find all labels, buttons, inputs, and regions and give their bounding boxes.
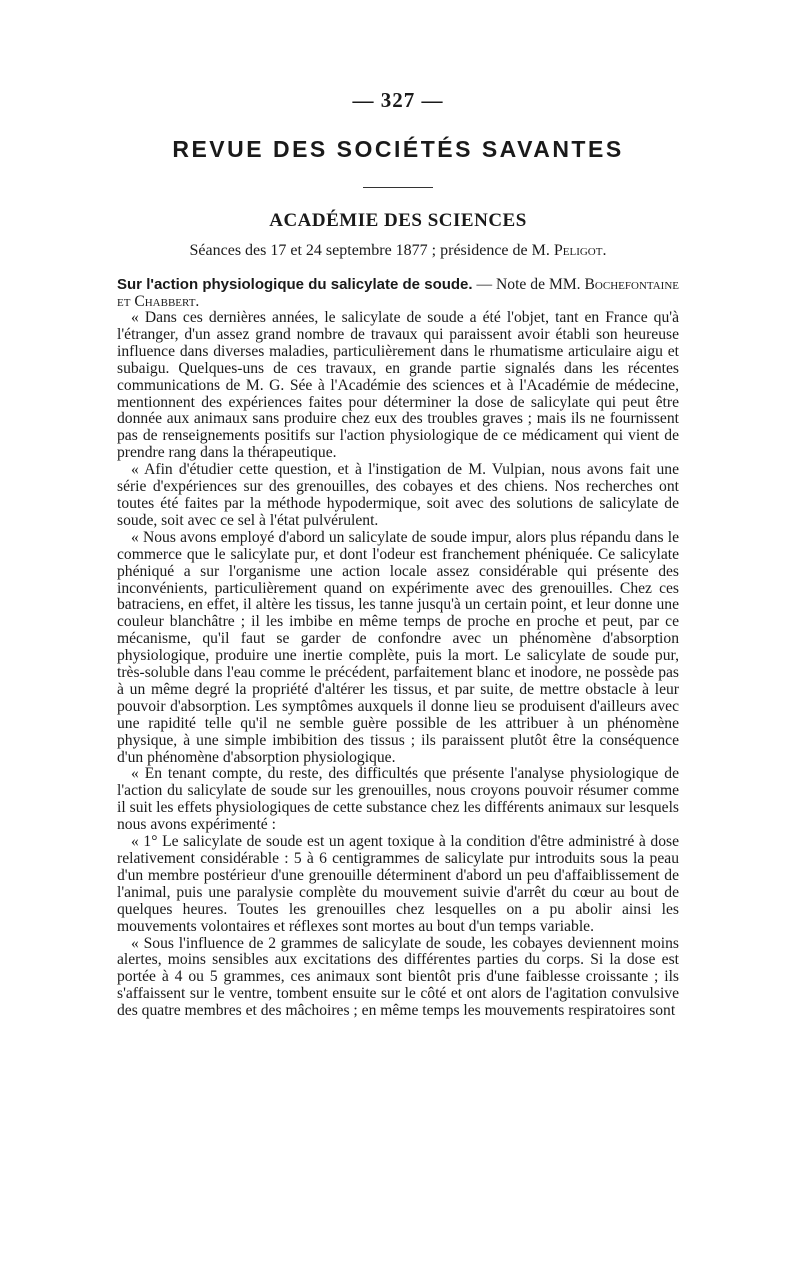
paragraph-2: « Afin d'étudier cette question, et à l'instigation de M. Vulpian, nous avons fait une série d'expériences sur des grenouilles, des cobayes et des chiens. Nos recherches ont toutes été faites par la méthode hypodermique, soit avec des solutions de salicylate de soude, soit avec ce sel à l'état pulvérulent. bbox=[117, 461, 679, 529]
journal-title: REVUE DES SOCIÉTÉS SAVANTES bbox=[172, 136, 624, 162]
paragraph-1: « Dans ces dernières années, le salicylate de soude a été l'objet, tant en France qu'à l'étranger, d'un assez grand nombre de travaux qui paraissent avoir établi son heureuse influence dans diverses maladies, particulièrement dans le rhumatisme articulaire aigu et subaigu. Quelques-uns de ces travaux, en grande partie signalés dans les récentes communications de M. G. Sée à l'Académie des sciences et à l'Académie de médecine, mentionnent des expériences faites pour déterminer la dose de salicylate qui peut être donnée aux animaux sans produire chez eux des troubles graves ; mais ils ne fournissent pas de renseignements positifs sur l'action physiologique de ce médicament qui vient de prendre rang dans la thérapeutique. bbox=[117, 309, 679, 462]
document-page bbox=[117, 88, 679, 1020]
paragraph-6: « Sous l'influence de 2 grammes de salicylate de soude, les cobayes deviennent moins alertes, moins sensibles aux excitations des différentes parties du corps. Si la dose est portée à 4 ou 5 grammes, ces animaux sont bientôt pris d'une faiblesse croissante ; ils s'affaissent sur le ventre, tombent ensuite sur le côté et ont alors de l'agitation convulsive des quatre membres et des mâchoires ; en même temps les mouvements respiratoires sont bbox=[117, 934, 679, 1020]
sessions-text: Séances des 17 et 24 septembre 1877 ; présidence de M. bbox=[189, 242, 554, 259]
sessions-line bbox=[117, 242, 679, 260]
president-name: Peligot bbox=[553, 242, 603, 259]
article-title: Sur l'action physiologique du salicylate de soude. bbox=[117, 276, 473, 293]
paragraph-3: « Nous avons employé d'abord un salicylate de soude impur, alors plus répandu dans le commerce que le salicylate pur, et dont l'odeur est franchement phéniquée. Ce salicylate phéniqué a sur l'organisme une action locale assez considérable qui présente des inconvénients, particulièrement quand on expérimente avec des grenouilles. Chez ces batraciens, en effet, il altère les tissus, les tanne jusqu'à un certain point, et leur donne une couleur blanchâtre ; il les imbibe en même temps de proche en proche et peut, par ce mécanisme, qu'il faut se garder de confondre avec un phénomène d'absorption physiologique, produire une inertie complète, puis la mort. Le salicylate de soude pur, très-soluble dans l'eau comme le précédent, parfaitement blanc et inodore, ne possède pas à un même degré la propriété d'altérer les tissus, et par suite, de mettre obstacle à leur pouvoir d'absorption. Les symptômes auxquels il donne lieu se produisent d'ailleurs avec une rapidité telle qu'il ne semble guère possible de les attribuer à un phénomène physique, à une simple imbibition des tissus ; ils paraissent plutôt être la conséquence d'un phénomène d'absorption physiologique. bbox=[117, 528, 679, 766]
section-title: ACADÉMIE DES SCIENCES bbox=[269, 210, 527, 231]
article-end: . bbox=[195, 293, 200, 310]
paragraph-5: « 1° Le salicylate de soude est un agent toxique à la condition d'être administré à dose relativement considérable : 5 à 6 centigrammes de salicylate pur introduits sous la peau d'un membre postérieur d'une grenouille déterminent d'abord un peu d'affaiblissement de l'animal, puis une paralysie complète du mouvement suivie d'arrêt du cœur au bout de quelques heures. Toutes les grenouilles chez lesquelles on a pu abolir ainsi les mouvements volontaires et réflexes sont mortes au bout d'un temps variable. bbox=[117, 833, 679, 935]
page-number: — 327 — bbox=[352, 88, 444, 112]
article-heading bbox=[117, 276, 679, 310]
article-note: — Note de MM. bbox=[472, 276, 585, 293]
paragraph-4: « En tenant compte, du reste, des difficultés que présente l'analyse physiologique de l'action du salicylate de soude sur les grenouilles, nous croyons pouvoir résumer comme il suit les effets physiologiques de cette substance chez les différents animaux sur lesquels nous avons expérimenté : bbox=[117, 765, 679, 834]
title-divider bbox=[363, 187, 433, 188]
article-authors: Bochefontaine et Chabbert bbox=[117, 276, 679, 310]
sessions-end: . bbox=[602, 242, 607, 259]
